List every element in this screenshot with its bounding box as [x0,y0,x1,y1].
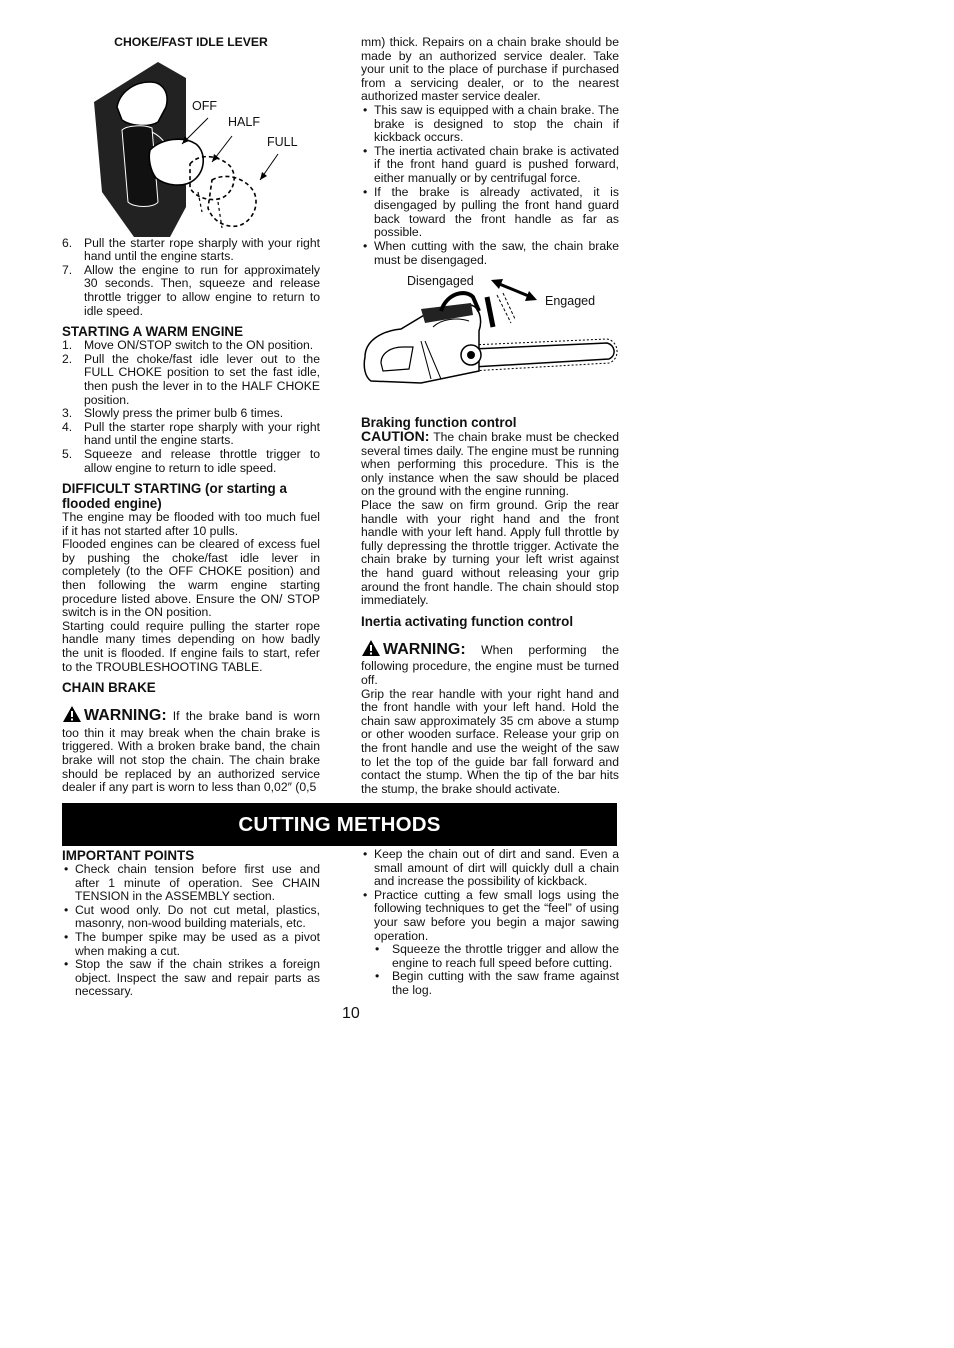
list-item: 4. Pull the starter rope sharply with your right hand until the engine starts. [62,419,320,448]
list-item: 2. Pull the choke/fast idle lever out to the FULL CHOKE position to set the fast idle, then push the lever in to the HALF CHOKE position. [62,351,320,407]
list-item: • Cut wood only. Do not cut metal, plastics, masonry, non-wood building materials, etc. [64,902,320,931]
chain-brake-heading: CHAIN BRAKE [62,680,156,696]
label-half: HALF [228,114,260,129]
label-off: OFF [192,98,217,113]
list-item: • If the brake is already activated, it is disengaged by pulling the front hand guard back toward the front handle as far as possible. [363,184,619,240]
warning-text: When performing the following procedure, the engine must be turned off. [361,642,619,687]
inertia-paragraph: Grip the rear handle with your right hand and the front handle with your left hand. Hold the chain saw approximately 35 cm above a stump or other wooden surface. Release your grip on the front handle and use the weight of the saw to let the top of the guide bar fall forward and contact the stump. When the tip of the bar hits the stump, the brake should activate. [361,686,619,796]
list-item: • The inertia activated chain brake is activated if the front hand guard is pushed forward, either manually or by centrifugal force. [363,143,619,185]
braking-caution [361,430,619,499]
important-points-list [62,863,320,999]
list-item: 3. Slowly press the primer bulb 6 times. [62,406,284,421]
inertia-heading: Inertia activating function control [361,613,574,629]
important-points-list-continued [361,848,619,998]
difficult-paragraph-2: Flooded engines can be cleared of excess fuel by pushing the choke/fast idle lever in completely (to the OFF CHOKE position) and then following the warm engine starting procedure listed above. Ensure the ON/ STOP switch is in the ON position. [62,537,320,620]
caution-label: CAUTION: [361,428,430,445]
chain-brake-figure [361,271,619,409]
choke-figure-title: CHOKE/FAST IDLE LEVER [114,35,268,49]
chain-brake-continuation: mm) thick. Repairs on a chain brake should be made by an authorized service dealer. Take your unit to the place of purchase if purchased from a servicing dealer, or to the nearest authorized master service dealer. [361,35,619,104]
inertia-warning [361,639,619,688]
label-disengaged: Disengaged [407,274,474,289]
list-item: • Stop the saw if the chain strikes a foreign object. Inspect the saw and repair parts as necessary. [64,957,320,999]
warm-engine-heading: STARTING A WARM ENGINE [62,324,244,340]
list-item: • Practice cutting a few small logs using the following techniques to get the “feel” of using your saw before you begin a major sawing operation. [363,887,619,943]
chainsaw-illustration [361,271,619,409]
list-item: 6. Pull the starter rope sharply with your right hand until the engine starts. [62,235,320,264]
difficult-starting-heading: DIFFICULT STARTING (or starting a flooded engine) [62,481,287,512]
sub-list-item: • Begin cutting with the saw frame against the log. [375,969,619,997]
choke-lever-figure [62,52,320,237]
list-item: 1. Move ON/STOP switch to the ON position. [62,338,314,353]
left-column-bottom [62,848,320,999]
list-item: • Keep the chain out of dirt and sand. Even a small amount of dirt will quickly dull a chain and increase the possibility of kickback. [363,847,619,889]
list-item: • Check chain tension before first use and after 1 minute of operation. See CHAIN TENSION in the ASSEMBLY section. [64,862,320,904]
right-column [361,36,619,796]
chain-brake-bullets [361,104,619,267]
label-engaged: Engaged [545,294,596,309]
list-item: • When cutting with the saw, the chain brake must be disengaged. [363,238,619,267]
sub-list-item: • Squeeze the throttle trigger and allow the engine to reach full speed before cutting. [375,942,619,970]
right-column-bottom [361,848,619,998]
list-item: • The bumper spike may be used as a pivot when making a cut. [64,929,320,958]
cold-start-steps-continued [62,237,320,319]
braking-heading: Braking function control [361,415,517,431]
warning-text: If the brake band is worn too thin it may break when the chain brake is triggered. With a broken brake band, the chain brake will not stop the chain. The chain brake should be replaced by an authorized service dealer if any part is worn to less than 0,02″ (0,5 [62,709,320,795]
warning-triangle-icon [361,639,381,661]
list-item: • This saw is equipped with a chain brake. The brake is designed to stop the chain if kickback occurs. [363,102,619,145]
warning-label: WARNING: [84,707,167,725]
list-item: 7. Allow the engine to run for approximately 30 seconds. Then, squeeze and release throttle trigger to allow engine to return to idle speed. [62,262,320,318]
warm-engine-steps [62,339,320,475]
page-number: 10 [342,1005,360,1022]
difficult-paragraph-3: Starting could require pulling the starter rope handle many times depending on how badly the unit is flooded. If engine fails to start, refer to the TROUBLESHOOTING TABLE. [62,618,320,674]
warning-label: WARNING: [383,640,466,658]
left-column [62,36,320,795]
caution-text: The chain brake must be checked several times daily. The engine must be running when performing this procedure. This is the only instance when the saw should be placed on the ground with the engine running. [361,430,619,499]
difficult-paragraph-1: The engine may be flooded with too much fuel if it has not started after 10 pulls. [62,510,320,538]
braking-paragraph: Place the saw on firm ground. Grip the rear handle with your right hand and the front handle with your left hand. Apply full throttle by fully depressing the throttle trigger. Activate the chain brake by turning your left wrist against the hand guard without releasing your grip around the front handle. The chain should stop immediately. [361,498,619,608]
cutting-methods-banner: CUTTING METHODS [62,803,617,846]
label-full: FULL [267,134,298,149]
important-points-heading: IMPORTANT POINTS [62,848,195,863]
chain-brake-warning [62,705,320,795]
warning-triangle-icon [62,705,82,727]
list-item: 5. Squeeze and release throttle trigger to allow engine to return to idle speed. [62,446,320,475]
